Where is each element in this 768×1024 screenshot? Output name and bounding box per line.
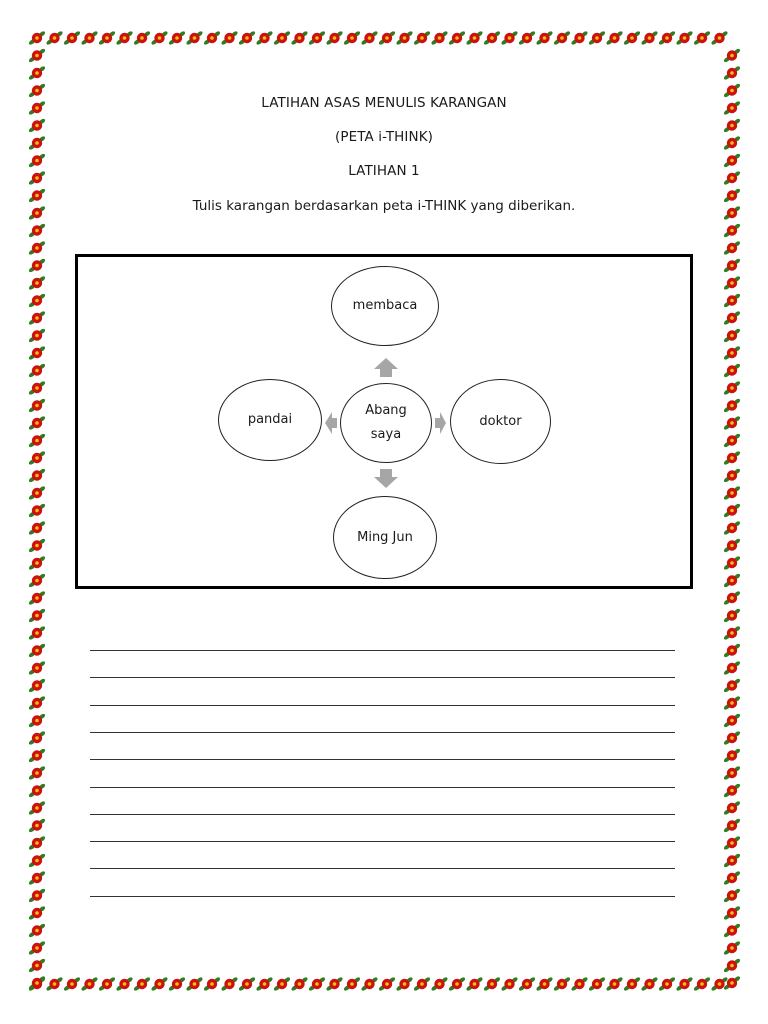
flower-icon: [723, 433, 741, 448]
flower-icon: [710, 30, 728, 45]
flower-icon: [723, 888, 741, 903]
flower-icon: [28, 905, 46, 920]
flower-icon: [483, 30, 501, 45]
flower-icon: [28, 958, 46, 973]
flower-icon: [723, 398, 741, 413]
flower-icon: [535, 30, 553, 45]
flower-icon: [723, 923, 741, 938]
flower-icon: [553, 30, 571, 45]
flower-icon: [588, 976, 606, 991]
flower-icon: [28, 468, 46, 483]
flower-icon: [605, 976, 623, 991]
flower-icon: [238, 976, 256, 991]
flower-icon: [723, 765, 741, 780]
exercise-label: LATIHAN 1: [348, 163, 420, 179]
flower-icon: [203, 976, 221, 991]
flower-icon: [185, 976, 203, 991]
flower-icon: [28, 888, 46, 903]
writing-line[interactable]: [90, 814, 675, 815]
flower-icon: [723, 573, 741, 588]
flower-icon: [28, 835, 46, 850]
flower-icon: [80, 976, 98, 991]
flower-icon: [28, 940, 46, 955]
flower-icon: [723, 853, 741, 868]
flower-icon: [28, 503, 46, 518]
bubble-bottom: Ming Jun: [333, 496, 437, 579]
flower-icon: [28, 923, 46, 938]
flower-icon: [723, 678, 741, 693]
flower-icon: [723, 468, 741, 483]
flower-icon: [80, 30, 98, 45]
flower-icon: [640, 30, 658, 45]
flower-icon: [723, 223, 741, 238]
flower-icon: [45, 976, 63, 991]
writing-line[interactable]: [90, 868, 675, 869]
flower-icon: [465, 976, 483, 991]
flower-icon: [723, 608, 741, 623]
flower-icon: [290, 976, 308, 991]
flower-icon: [378, 976, 396, 991]
flower-icon: [63, 30, 81, 45]
flower-icon: [220, 30, 238, 45]
flower-icon: [723, 65, 741, 80]
flower-icon: [255, 30, 273, 45]
flower-icon: [623, 976, 641, 991]
flower-icon: [723, 415, 741, 430]
flower-icon: [255, 976, 273, 991]
flower-icon: [343, 30, 361, 45]
flower-icon: [723, 485, 741, 500]
flower-icon: [115, 976, 133, 991]
flower-icon: [448, 30, 466, 45]
flower-icon: [28, 730, 46, 745]
flower-icon: [63, 976, 81, 991]
flower-icon: [290, 30, 308, 45]
flower-icon: [98, 30, 116, 45]
worksheet-title: LATIHAN ASAS MENULIS KARANGAN: [261, 95, 507, 111]
flower-icon: [28, 870, 46, 885]
flower-icon: [343, 976, 361, 991]
flower-icon: [723, 450, 741, 465]
flower-icon: [28, 48, 46, 63]
flower-icon: [395, 976, 413, 991]
flower-icon: [500, 976, 518, 991]
flower-icon: [723, 695, 741, 710]
flower-icon: [28, 783, 46, 798]
flower-icon: [723, 275, 741, 290]
flower-icon: [675, 976, 693, 991]
bubble-right: doktor: [450, 379, 551, 464]
flower-icon: [28, 275, 46, 290]
flower-icon: [325, 976, 343, 991]
flower-icon: [518, 30, 536, 45]
flower-icon: [45, 30, 63, 45]
flower-icon: [360, 30, 378, 45]
flower-icon: [518, 976, 536, 991]
flower-icon: [28, 450, 46, 465]
flower-icon: [28, 520, 46, 535]
flower-icon: [220, 976, 238, 991]
flower-icon: [28, 590, 46, 605]
flower-icon: [693, 30, 711, 45]
flower-icon: [28, 818, 46, 833]
flower-icon: [500, 30, 518, 45]
flower-icon: [723, 380, 741, 395]
flower-icon: [28, 625, 46, 640]
flower-icon: [570, 976, 588, 991]
flower-icon: [115, 30, 133, 45]
flower-icon: [28, 30, 46, 45]
bubble-top: membaca: [331, 266, 439, 346]
flower-icon: [28, 433, 46, 448]
flower-icon: [28, 240, 46, 255]
flower-icon: [723, 905, 741, 920]
flower-icon: [28, 293, 46, 308]
writing-line[interactable]: [90, 896, 675, 897]
flower-icon: [723, 783, 741, 798]
flower-icon: [28, 485, 46, 500]
flower-icon: [150, 976, 168, 991]
flower-icon: [28, 695, 46, 710]
flower-icon: [28, 660, 46, 675]
flower-icon: [723, 48, 741, 63]
flower-icon: [723, 538, 741, 553]
flower-icon: [395, 30, 413, 45]
flower-icon: [325, 30, 343, 45]
flower-icon: [605, 30, 623, 45]
flower-icon: [723, 293, 741, 308]
flower-icon: [308, 30, 326, 45]
flower-icon: [723, 240, 741, 255]
flower-icon: [28, 608, 46, 623]
flower-icon: [693, 976, 711, 991]
writing-line[interactable]: [90, 841, 675, 842]
flower-icon: [273, 976, 291, 991]
flower-icon: [723, 555, 741, 570]
flower-icon: [723, 328, 741, 343]
flower-icon: [675, 30, 693, 45]
flower-icon: [723, 590, 741, 605]
flower-icon: [640, 976, 658, 991]
worksheet-subtitle: (PETA i-THINK): [334, 129, 434, 145]
flower-icon: [723, 870, 741, 885]
flower-icon: [723, 940, 741, 955]
flower-icon: [448, 976, 466, 991]
flower-icon: [570, 30, 588, 45]
flower-icon: [553, 976, 571, 991]
flower-icon: [723, 660, 741, 675]
flower-icon: [28, 748, 46, 763]
flower-icon: [723, 730, 741, 745]
writing-line[interactable]: [90, 677, 675, 678]
flower-icon: [723, 800, 741, 815]
flower-icon: [723, 643, 741, 658]
flower-icon: [28, 678, 46, 693]
flower-icon: [430, 30, 448, 45]
flower-icon: [28, 765, 46, 780]
instruction-text: Tulis karangan berdasarkan peta i-THINK yang diberikan.: [192, 198, 576, 214]
flower-icon: [723, 363, 741, 378]
flower-icon: [308, 976, 326, 991]
flower-icon: [723, 258, 741, 273]
flower-icon: [535, 976, 553, 991]
flower-icon: [623, 30, 641, 45]
flower-icon: [465, 30, 483, 45]
flower-icon: [723, 503, 741, 518]
flower-icon: [133, 976, 151, 991]
flower-icon: [238, 30, 256, 45]
flower-icon: [28, 800, 46, 815]
flower-icon: [723, 818, 741, 833]
flower-icon: [378, 30, 396, 45]
flower-icon: [723, 625, 741, 640]
flower-icon: [168, 30, 186, 45]
writing-line[interactable]: [90, 732, 675, 733]
flower-icon: [28, 398, 46, 413]
flower-icon: [723, 713, 741, 728]
flower-icon: [28, 345, 46, 360]
flower-icon: [28, 258, 46, 273]
flower-icon: [28, 555, 46, 570]
flower-icon: [413, 976, 431, 991]
flower-icon: [588, 30, 606, 45]
flower-icon: [28, 538, 46, 553]
writing-line[interactable]: [90, 650, 675, 651]
flower-icon: [658, 976, 676, 991]
flower-icon: [203, 30, 221, 45]
writing-line[interactable]: [90, 787, 675, 788]
bubble-center: Abang saya: [340, 383, 432, 463]
bubble-left: pandai: [218, 379, 322, 461]
flower-icon: [168, 976, 186, 991]
writing-line[interactable]: [90, 759, 675, 760]
flower-icon: [723, 345, 741, 360]
flower-icon: [28, 380, 46, 395]
flower-icon: [28, 853, 46, 868]
flower-icon: [28, 65, 46, 80]
flower-icon: [185, 30, 203, 45]
flower-icon: [28, 310, 46, 325]
flower-icon: [150, 30, 168, 45]
flower-icon: [28, 223, 46, 238]
flower-icon: [28, 363, 46, 378]
flower-icon: [360, 976, 378, 991]
flower-icon: [28, 415, 46, 430]
flower-icon: [723, 748, 741, 763]
flower-icon: [723, 310, 741, 325]
flower-icon: [723, 835, 741, 850]
writing-line[interactable]: [90, 705, 675, 706]
flower-icon: [28, 328, 46, 343]
flower-icon: [723, 958, 741, 973]
flower-icon: [28, 643, 46, 658]
flower-icon: [430, 976, 448, 991]
flower-icon: [98, 976, 116, 991]
flower-icon: [483, 976, 501, 991]
flower-icon: [28, 573, 46, 588]
flower-icon: [273, 30, 291, 45]
flower-icon: [658, 30, 676, 45]
flower-icon: [723, 520, 741, 535]
flower-icon: [28, 713, 46, 728]
flower-icon: [413, 30, 431, 45]
flower-icon: [133, 30, 151, 45]
